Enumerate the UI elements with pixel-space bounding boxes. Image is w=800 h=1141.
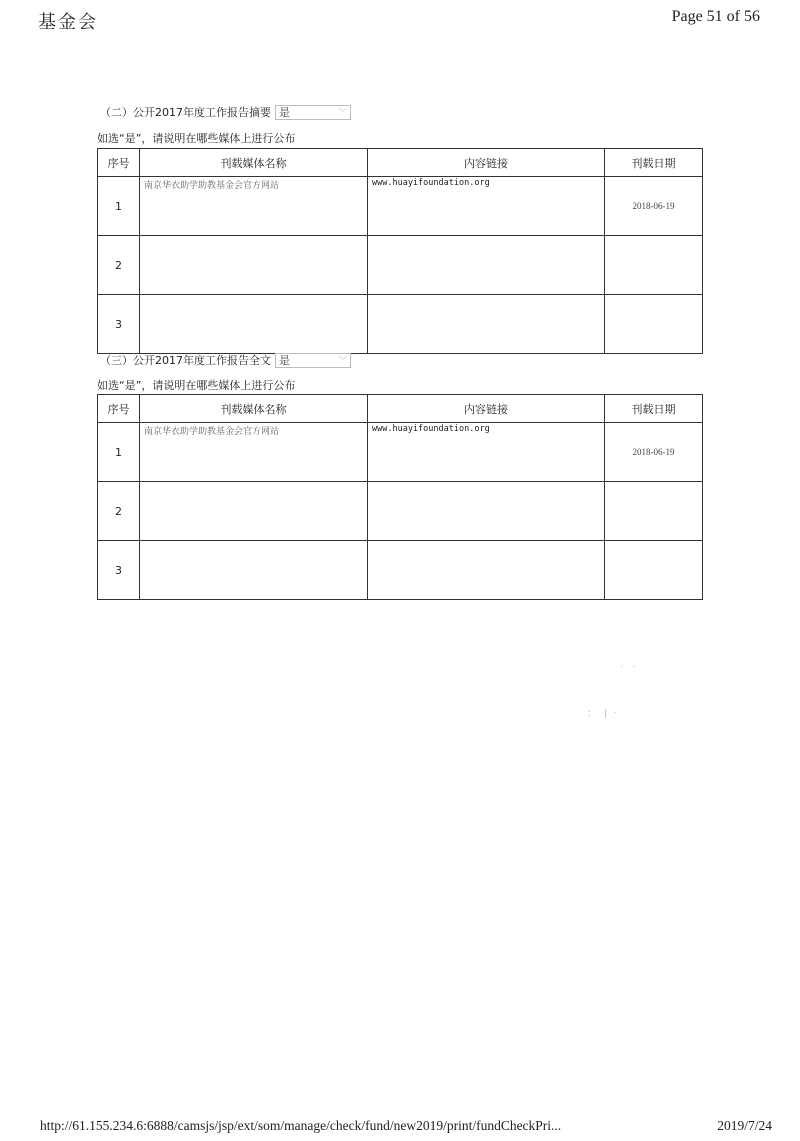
footer-url: http://61.155.234.6:6888/camsjs/jsp/ext/som/manage/check/fund/new2019/print/fundCheckPri... bbox=[40, 1118, 562, 1133]
section-fulltext-heading-line bbox=[100, 352, 351, 368]
summary-publish-value: 是 bbox=[279, 106, 290, 119]
chevron-down-icon: ﹀ bbox=[339, 355, 347, 365]
fulltext-note: 如选“是”，请说明在哪些媒体上进行公布 bbox=[97, 379, 296, 392]
publish-date-field[interactable] bbox=[605, 236, 703, 295]
publish-date-field[interactable] bbox=[605, 541, 703, 600]
media-name-field[interactable] bbox=[140, 541, 368, 600]
table-row bbox=[98, 177, 703, 236]
row-seq: 1 bbox=[98, 177, 140, 236]
content-link-field[interactable] bbox=[368, 236, 605, 295]
row-seq: 2 bbox=[98, 482, 140, 541]
scan-smudge: ː ǀ · bbox=[588, 708, 617, 719]
fulltext-publish-select[interactable] bbox=[275, 353, 351, 368]
publish-date-field[interactable] bbox=[605, 482, 703, 541]
media-name-field[interactable] bbox=[140, 236, 368, 295]
table-row bbox=[98, 482, 703, 541]
row-seq: 1 bbox=[98, 423, 140, 482]
table-row bbox=[98, 423, 703, 482]
col-link-header: 内容链接 bbox=[368, 149, 605, 177]
col-media-header: 刊载媒体名称 bbox=[140, 149, 368, 177]
header-org: 基金会 bbox=[38, 12, 98, 33]
fulltext-publish-value: 是 bbox=[279, 354, 290, 367]
section-summary-heading-line bbox=[100, 104, 351, 120]
table-row bbox=[98, 236, 703, 295]
content-link-field[interactable] bbox=[368, 295, 605, 354]
col-date-header: 刊载日期 bbox=[605, 395, 703, 423]
table-header-row bbox=[98, 395, 703, 423]
footer-date: 2019/7/24 bbox=[717, 1118, 772, 1133]
table-header-row bbox=[98, 149, 703, 177]
table-row bbox=[98, 295, 703, 354]
page-number: Page 51 of 56 bbox=[671, 8, 760, 25]
chevron-down-icon: ﹀ bbox=[339, 107, 347, 117]
summary-publish-select[interactable] bbox=[275, 105, 351, 120]
col-media-header: 刊载媒体名称 bbox=[140, 395, 368, 423]
col-date-header: 刊载日期 bbox=[605, 149, 703, 177]
row-seq: 2 bbox=[98, 236, 140, 295]
col-seq-header: 序号 bbox=[98, 149, 140, 177]
summary-note: 如选“是”，请说明在哪些媒体上进行公布 bbox=[97, 132, 296, 145]
row-seq: 3 bbox=[98, 541, 140, 600]
col-link-header: 内容链接 bbox=[368, 395, 605, 423]
fulltext-media-table bbox=[97, 394, 703, 600]
publish-date-field[interactable]: 2018-06-19 bbox=[605, 423, 703, 482]
media-name-field[interactable]: 南京华衣助学助教基金会官方网站 bbox=[140, 423, 368, 482]
publish-date-field[interactable] bbox=[605, 295, 703, 354]
col-seq-header: 序号 bbox=[98, 395, 140, 423]
content-link-field[interactable]: www.huayifoundation.org bbox=[368, 177, 605, 236]
publish-date-field[interactable]: 2018-06-19 bbox=[605, 177, 703, 236]
summary-media-table bbox=[97, 148, 703, 354]
content-link-field[interactable] bbox=[368, 482, 605, 541]
content-link-field[interactable] bbox=[368, 541, 605, 600]
table-row bbox=[98, 541, 703, 600]
row-seq: 3 bbox=[98, 295, 140, 354]
section-summary-heading: （二）公开2017年度工作报告摘要 bbox=[100, 106, 271, 119]
media-name-field[interactable] bbox=[140, 482, 368, 541]
media-name-field[interactable]: 南京华衣助学助教基金会官方网站 bbox=[140, 177, 368, 236]
media-name-field[interactable] bbox=[140, 295, 368, 354]
content-link-field[interactable]: www.huayifoundation.org bbox=[368, 423, 605, 482]
section-fulltext-heading: （三）公开2017年度工作报告全文 bbox=[100, 354, 271, 367]
scan-smudge: · · bbox=[620, 662, 636, 673]
